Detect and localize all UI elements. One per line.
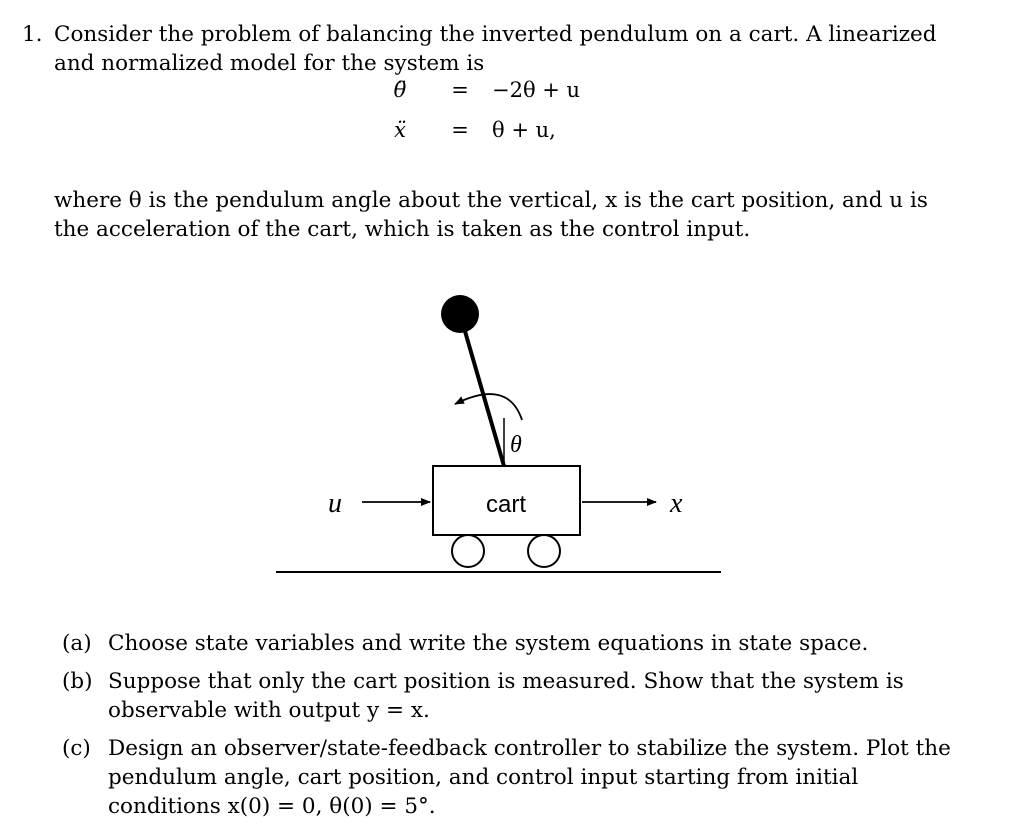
subpart-label: (b) <box>62 669 93 694</box>
pendulum-cart-diagram <box>272 270 722 600</box>
problem-intro: Consider the problem of balancing the inverted pendulum on a cart. A linearized and normalized model for the system is <box>54 22 937 76</box>
subparts-list <box>62 629 952 830</box>
subpart-c <box>62 734 952 821</box>
output-label: x <box>670 488 683 519</box>
subpart-text: Design an observer/state-feedback controller to stabilize the system. Plot the pendulum angle, cart position, and control input starting from initial conditions x(0) = 0, θ(0) = 5°. <box>108 736 951 819</box>
equation-equals: = <box>451 78 469 102</box>
subpart-label: (c) <box>62 736 91 761</box>
problem-number: 1. <box>22 22 43 47</box>
input-label: u <box>328 488 342 519</box>
subpart-label: (a) <box>62 631 92 656</box>
angle-label: θ <box>510 432 522 458</box>
pendulum-cart-figure <box>272 270 722 600</box>
right-wheel <box>528 535 560 567</box>
pendulum-rod <box>460 314 504 466</box>
equation-lhs: ẍ <box>394 118 406 142</box>
subpart-a <box>62 629 952 658</box>
equation-rhs: θ + u, <box>492 118 556 142</box>
cart-label: cart <box>485 491 527 518</box>
problem-description: where θ is the pendulum angle about the vertical, x is the cart position, and u is the acceleration of the cart, which is taken as the control input. <box>54 188 928 242</box>
subpart-text: Suppose that only the cart position is measured. Show that the system is observable with output y = x. <box>108 669 904 723</box>
equation-lhs: θ̈ <box>393 78 407 102</box>
pendulum-bob <box>441 295 479 333</box>
subpart-b <box>62 667 952 725</box>
equation-rhs: −2θ + u <box>492 78 581 102</box>
equation-equals: = <box>451 118 469 142</box>
left-wheel <box>452 535 484 567</box>
subpart-text: Choose state variables and write the system equations in state space. <box>108 631 869 656</box>
